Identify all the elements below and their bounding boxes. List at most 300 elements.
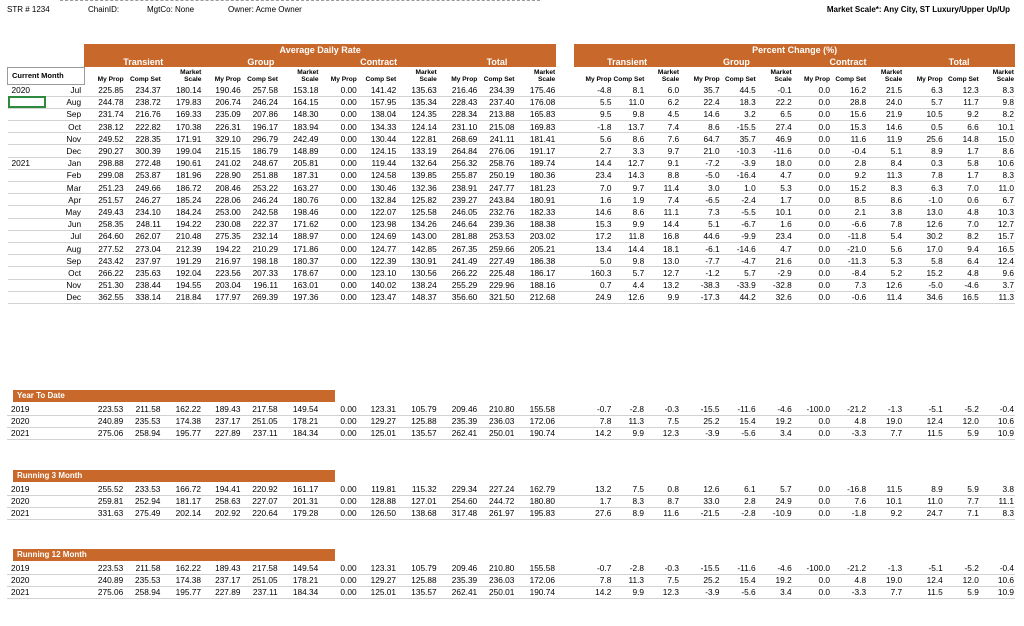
pct-cell[interactable]: 8.2: [980, 108, 1015, 120]
pct-cell[interactable]: 27.6: [574, 507, 612, 519]
pct-cell[interactable]: 5.8: [903, 255, 944, 267]
pct-cell[interactable]: 3.3: [613, 145, 646, 157]
pct-cell[interactable]: -1.3: [867, 403, 903, 415]
pct-cell[interactable]: -11.6: [721, 562, 757, 574]
pct-cell[interactable]: -5.6: [721, 586, 757, 598]
adr-cell[interactable]: 195.77: [161, 586, 202, 598]
pct-cell[interactable]: 7.6: [645, 133, 680, 145]
adr-cell[interactable]: 149.54: [279, 562, 320, 574]
adr-cell[interactable]: 250.19: [478, 169, 515, 181]
adr-cell[interactable]: 177.97: [202, 291, 241, 303]
adr-cell[interactable]: 149.54: [279, 403, 320, 415]
pct-cell[interactable]: -9.9: [721, 230, 757, 242]
pct-cell[interactable]: 21.0: [680, 145, 721, 157]
pct-cell[interactable]: 5.9: [944, 483, 980, 495]
adr-cell[interactable]: 138.04: [358, 108, 397, 120]
pct-cell[interactable]: 9.5: [574, 108, 612, 120]
pct-cell[interactable]: -6.5: [680, 194, 721, 206]
pct-cell[interactable]: -14.6: [721, 242, 757, 254]
adr-cell[interactable]: 0.00: [319, 562, 357, 574]
pct-cell[interactable]: 0.0: [793, 84, 831, 96]
adr-cell[interactable]: 186.79: [242, 145, 279, 157]
adr-cell[interactable]: 124.15: [358, 145, 397, 157]
pct-cell[interactable]: 8.7: [645, 495, 680, 507]
adr-cell[interactable]: 135.63: [397, 84, 438, 96]
adr-cell[interactable]: 223.53: [84, 403, 125, 415]
adr-cell[interactable]: 210.80: [478, 562, 515, 574]
adr-cell[interactable]: 134.26: [397, 218, 438, 230]
pct-cell[interactable]: 22.2: [757, 96, 793, 108]
pct-cell[interactable]: 12.3: [645, 586, 680, 598]
pct-cell[interactable]: 8.6: [613, 206, 646, 218]
adr-cell[interactable]: 0.00: [319, 427, 357, 439]
pct-cell[interactable]: 11.3: [612, 415, 645, 427]
adr-cell[interactable]: 210.29: [242, 242, 279, 254]
adr-cell[interactable]: 155.58: [515, 562, 556, 574]
adr-cell[interactable]: 321.50: [478, 291, 515, 303]
adr-cell[interactable]: 258.94: [124, 427, 161, 439]
pct-cell[interactable]: 12.7: [613, 157, 646, 169]
adr-cell[interactable]: 143.00: [397, 230, 438, 242]
adr-cell[interactable]: 162.22: [161, 562, 202, 574]
pct-cell[interactable]: 23.4: [574, 169, 612, 181]
adr-cell[interactable]: 228.06: [202, 194, 241, 206]
adr-cell[interactable]: 223.56: [202, 267, 241, 279]
pct-cell[interactable]: -5.2: [944, 403, 980, 415]
row-month[interactable]: Dec: [46, 145, 84, 157]
adr-cell[interactable]: 134.33: [358, 121, 397, 133]
adr-cell[interactable]: 162.22: [161, 403, 202, 415]
pct-cell[interactable]: 5.1: [680, 218, 721, 230]
adr-cell[interactable]: 123.10: [358, 267, 397, 279]
adr-cell[interactable]: 125.82: [397, 194, 438, 206]
pct-cell[interactable]: 0.0: [793, 96, 831, 108]
adr-cell[interactable]: 148.30: [279, 108, 320, 120]
adr-cell[interactable]: 0.00: [319, 415, 357, 427]
pct-cell[interactable]: 11.4: [645, 182, 680, 194]
row-month[interactable]: Aug: [46, 96, 84, 108]
pct-cell[interactable]: 10.9: [980, 586, 1015, 598]
adr-cell[interactable]: 196.17: [242, 121, 279, 133]
pct-cell[interactable]: 18.1: [645, 242, 680, 254]
pct-cell[interactable]: 6.0: [645, 84, 680, 96]
adr-cell[interactable]: 266.22: [438, 267, 479, 279]
adr-cell[interactable]: 249.52: [84, 133, 125, 145]
adr-cell[interactable]: 240.89: [84, 574, 125, 586]
adr-cell[interactable]: 227.89: [202, 586, 241, 598]
adr-cell[interactable]: 180.80: [515, 495, 556, 507]
adr-cell[interactable]: 258.94: [124, 586, 161, 598]
row-month[interactable]: Oct: [46, 267, 84, 279]
adr-cell[interactable]: 242.58: [242, 206, 279, 218]
adr-cell[interactable]: 238.12: [84, 121, 125, 133]
pct-cell[interactable]: 3.4: [757, 586, 793, 598]
adr-cell[interactable]: 176.08: [515, 96, 556, 108]
adr-cell[interactable]: 329.10: [202, 133, 241, 145]
adr-cell[interactable]: 290.27: [84, 145, 125, 157]
adr-cell[interactable]: 241.11: [478, 133, 515, 145]
adr-cell[interactable]: 142.85: [397, 242, 438, 254]
adr-cell[interactable]: 138.24: [397, 279, 438, 291]
adr-cell[interactable]: 277.52: [84, 242, 125, 254]
pct-cell[interactable]: 9.9: [645, 291, 680, 303]
adr-cell[interactable]: 212.39: [162, 242, 203, 254]
pct-cell[interactable]: 0.6: [944, 194, 980, 206]
adr-cell[interactable]: 0.00: [319, 483, 357, 495]
pct-cell[interactable]: 16.5: [980, 242, 1015, 254]
adr-cell[interactable]: 181.23: [515, 182, 556, 194]
row-month[interactable]: Apr: [46, 194, 84, 206]
pct-cell[interactable]: -0.7: [574, 403, 612, 415]
pct-cell[interactable]: 9.2: [831, 169, 867, 181]
pct-cell[interactable]: 28.8: [831, 96, 867, 108]
adr-cell[interactable]: 138.68: [397, 507, 438, 519]
adr-cell[interactable]: 0.00: [320, 242, 358, 254]
adr-cell[interactable]: 0.00: [320, 182, 358, 194]
pct-cell[interactable]: 25.2: [680, 574, 721, 586]
adr-cell[interactable]: 140.02: [358, 279, 397, 291]
pct-cell[interactable]: 160.3: [574, 267, 612, 279]
adr-cell[interactable]: 264.60: [84, 230, 125, 242]
pct-cell[interactable]: 9.8: [980, 96, 1015, 108]
pct-cell[interactable]: 15.6: [831, 108, 867, 120]
pct-cell[interactable]: 2.8: [721, 495, 757, 507]
pct-cell[interactable]: 6.3: [903, 182, 944, 194]
pct-cell[interactable]: 5.7: [721, 267, 757, 279]
adr-cell[interactable]: 227.07: [241, 495, 278, 507]
pct-cell[interactable]: 19.0: [867, 574, 903, 586]
pct-cell[interactable]: -11.3: [831, 255, 867, 267]
adr-cell[interactable]: 180.37: [279, 255, 320, 267]
adr-cell[interactable]: 362.55: [84, 291, 125, 303]
adr-cell[interactable]: 258.76: [478, 157, 515, 169]
adr-cell[interactable]: 275.06: [84, 427, 125, 439]
adr-cell[interactable]: 0.00: [320, 267, 358, 279]
pct-cell[interactable]: 0.0: [793, 507, 831, 519]
pct-cell[interactable]: -21.2: [831, 403, 867, 415]
adr-cell[interactable]: 132.64: [397, 157, 438, 169]
adr-cell[interactable]: 235.39: [438, 574, 479, 586]
adr-cell[interactable]: 215.08: [478, 121, 515, 133]
pct-cell[interactable]: 0.5: [903, 121, 944, 133]
adr-cell[interactable]: 251.30: [84, 279, 125, 291]
pct-cell[interactable]: 12.6: [613, 291, 646, 303]
pct-cell[interactable]: -1.3: [867, 562, 903, 574]
adr-cell[interactable]: 234.10: [125, 206, 162, 218]
pct-cell[interactable]: 8.8: [645, 169, 680, 181]
pct-cell[interactable]: 2.1: [831, 206, 867, 218]
adr-cell[interactable]: 273.04: [125, 242, 162, 254]
adr-cell[interactable]: 125.58: [397, 206, 438, 218]
pct-cell[interactable]: -1.8: [831, 507, 867, 519]
pct-cell[interactable]: 0.0: [793, 495, 831, 507]
pct-cell[interactable]: 14.6: [574, 206, 612, 218]
adr-cell[interactable]: 205.21: [515, 242, 556, 254]
adr-cell[interactable]: 239.36: [478, 218, 515, 230]
adr-cell[interactable]: 202.14: [161, 507, 202, 519]
adr-cell[interactable]: 258.35: [84, 218, 125, 230]
pct-cell[interactable]: 24.7: [903, 507, 944, 519]
pct-cell[interactable]: 12.6: [867, 279, 903, 291]
pct-cell[interactable]: -17.3: [680, 291, 721, 303]
adr-cell[interactable]: 172.06: [515, 574, 556, 586]
adr-cell[interactable]: 338.14: [125, 291, 162, 303]
adr-cell[interactable]: 231.10: [438, 121, 479, 133]
pct-cell[interactable]: 8.6: [613, 133, 646, 145]
adr-cell[interactable]: 228.34: [438, 108, 479, 120]
pct-cell[interactable]: 0.0: [793, 157, 831, 169]
adr-cell[interactable]: 163.01: [279, 279, 320, 291]
adr-cell[interactable]: 190.74: [515, 427, 556, 439]
pct-cell[interactable]: 1.7: [757, 194, 793, 206]
pct-cell[interactable]: 10.3: [980, 206, 1015, 218]
row-month[interactable]: Jan: [46, 157, 84, 169]
pct-cell[interactable]: -21.5: [680, 507, 721, 519]
adr-cell[interactable]: 226.31: [202, 121, 241, 133]
adr-cell[interactable]: 157.95: [358, 96, 397, 108]
pct-cell[interactable]: 0.0: [793, 574, 831, 586]
adr-cell[interactable]: 178.67: [279, 267, 320, 279]
adr-cell[interactable]: 243.42: [84, 255, 125, 267]
pct-cell[interactable]: 3.7: [980, 279, 1015, 291]
pct-cell[interactable]: 8.1: [613, 84, 646, 96]
pct-cell[interactable]: 12.6: [680, 483, 721, 495]
pct-cell[interactable]: 6.3: [903, 84, 944, 96]
pct-cell[interactable]: -4.8: [574, 84, 612, 96]
adr-cell[interactable]: 115.32: [397, 483, 438, 495]
pct-cell[interactable]: 0.0: [793, 145, 831, 157]
adr-cell[interactable]: 228.43: [438, 96, 479, 108]
adr-cell[interactable]: 0.00: [320, 218, 358, 230]
pct-cell[interactable]: -21.2: [831, 562, 867, 574]
pct-cell[interactable]: 6.1: [721, 483, 757, 495]
adr-cell[interactable]: 0.00: [320, 230, 358, 242]
pct-cell[interactable]: 5.7: [613, 267, 646, 279]
pct-cell[interactable]: 8.5: [831, 194, 867, 206]
adr-cell[interactable]: 127.01: [397, 495, 438, 507]
adr-cell[interactable]: 184.34: [279, 427, 320, 439]
adr-cell[interactable]: 185.24: [162, 194, 203, 206]
pct-cell[interactable]: -7.7: [680, 255, 721, 267]
adr-cell[interactable]: 237.11: [241, 586, 278, 598]
pct-cell[interactable]: 8.9: [903, 145, 944, 157]
pct-cell[interactable]: 17.0: [903, 242, 944, 254]
pct-cell[interactable]: 11.0: [613, 96, 646, 108]
pct-cell[interactable]: -6.1: [680, 242, 721, 254]
adr-cell[interactable]: 275.06: [84, 586, 125, 598]
pct-cell[interactable]: 5.2: [867, 267, 903, 279]
pct-cell[interactable]: 10.6: [980, 415, 1015, 427]
pct-cell[interactable]: 12.4: [903, 415, 944, 427]
pct-cell[interactable]: 0.0: [793, 133, 831, 145]
adr-cell[interactable]: 139.85: [397, 169, 438, 181]
pct-cell[interactable]: 14.4: [645, 218, 680, 230]
pct-cell[interactable]: -5.6: [721, 427, 757, 439]
adr-cell[interactable]: 244.72: [478, 495, 515, 507]
adr-cell[interactable]: 125.01: [358, 427, 397, 439]
adr-cell[interactable]: 259.81: [84, 495, 125, 507]
pct-cell[interactable]: -11.6: [757, 145, 793, 157]
pct-cell[interactable]: -6.6: [831, 218, 867, 230]
adr-cell[interactable]: 123.31: [358, 403, 397, 415]
pct-cell[interactable]: 18.3: [721, 96, 757, 108]
adr-cell[interactable]: 0.00: [320, 194, 358, 206]
pct-cell[interactable]: -15.5: [680, 562, 721, 574]
adr-cell[interactable]: 213.88: [478, 108, 515, 120]
adr-cell[interactable]: 253.00: [202, 206, 241, 218]
pct-cell[interactable]: 14.4: [613, 242, 646, 254]
pct-cell[interactable]: 1.7: [574, 495, 612, 507]
adr-cell[interactable]: 0.00: [320, 121, 358, 133]
pct-cell[interactable]: 5.6: [867, 242, 903, 254]
pct-cell[interactable]: -4.7: [721, 255, 757, 267]
pct-cell[interactable]: 7.0: [944, 182, 980, 194]
pct-cell[interactable]: -6.7: [721, 218, 757, 230]
pct-cell[interactable]: 16.2: [831, 84, 867, 96]
adr-cell[interactable]: 231.74: [84, 108, 125, 120]
adr-cell[interactable]: 300.39: [125, 145, 162, 157]
adr-cell[interactable]: 237.17: [202, 415, 241, 427]
pct-cell[interactable]: 33.0: [680, 495, 721, 507]
pct-cell[interactable]: 12.3: [645, 427, 680, 439]
adr-cell[interactable]: 215.15: [202, 145, 241, 157]
adr-cell[interactable]: 130.56: [397, 267, 438, 279]
pct-cell[interactable]: 9.2: [944, 108, 980, 120]
pct-cell[interactable]: 44.2: [721, 291, 757, 303]
pct-cell[interactable]: 12.7: [645, 267, 680, 279]
adr-cell[interactable]: 238.44: [125, 279, 162, 291]
pct-cell[interactable]: -8.4: [831, 267, 867, 279]
adr-cell[interactable]: 190.74: [515, 586, 556, 598]
pct-cell[interactable]: 3.0: [680, 182, 721, 194]
pct-cell[interactable]: 5.6: [574, 133, 612, 145]
pct-cell[interactable]: -11.6: [721, 403, 757, 415]
pct-cell[interactable]: 0.0: [793, 218, 831, 230]
pct-cell[interactable]: 7.8: [574, 574, 612, 586]
adr-cell[interactable]: 225.48: [478, 267, 515, 279]
pct-cell[interactable]: 13.2: [645, 279, 680, 291]
adr-cell[interactable]: 124.14: [397, 121, 438, 133]
adr-cell[interactable]: 183.94: [279, 121, 320, 133]
adr-cell[interactable]: 262.41: [438, 586, 479, 598]
adr-cell[interactable]: 0.00: [320, 108, 358, 120]
adr-cell[interactable]: 251.88: [242, 169, 279, 181]
adr-cell[interactable]: 124.35: [397, 108, 438, 120]
adr-cell[interactable]: 203.04: [202, 279, 241, 291]
pct-cell[interactable]: 15.4: [721, 574, 757, 586]
pct-cell[interactable]: -33.9: [721, 279, 757, 291]
adr-cell[interactable]: 211.58: [124, 403, 161, 415]
pct-cell[interactable]: -3.9: [680, 586, 721, 598]
pct-cell[interactable]: -21.0: [831, 242, 867, 254]
pct-cell[interactable]: -16.4: [721, 169, 757, 181]
adr-cell[interactable]: 276.06: [478, 145, 515, 157]
pct-cell[interactable]: 7.3: [680, 206, 721, 218]
pct-cell[interactable]: 21.5: [867, 84, 903, 96]
adr-cell[interactable]: 296.79: [242, 133, 279, 145]
pct-cell[interactable]: 5.5: [574, 96, 612, 108]
pct-cell[interactable]: 14.4: [574, 157, 612, 169]
adr-cell[interactable]: 220.92: [241, 483, 278, 495]
adr-cell[interactable]: 178.21: [279, 415, 320, 427]
pct-cell[interactable]: 5.7: [903, 96, 944, 108]
adr-cell[interactable]: 194.22: [162, 218, 203, 230]
pct-cell[interactable]: 34.6: [903, 291, 944, 303]
pct-cell[interactable]: 44.5: [721, 84, 757, 96]
adr-cell[interactable]: 259.66: [478, 242, 515, 254]
adr-cell[interactable]: 242.49: [279, 133, 320, 145]
row-month[interactable]: Mar: [46, 182, 84, 194]
row-month[interactable]: Aug: [46, 242, 84, 254]
row-month[interactable]: May: [46, 206, 84, 218]
pct-cell[interactable]: 15.7: [980, 230, 1015, 242]
adr-cell[interactable]: 194.41: [202, 483, 241, 495]
adr-cell[interactable]: 171.86: [279, 242, 320, 254]
adr-cell[interactable]: 248.11: [125, 218, 162, 230]
pct-cell[interactable]: 0.0: [793, 182, 831, 194]
row-month[interactable]: Jun: [46, 218, 84, 230]
adr-cell[interactable]: 123.31: [358, 562, 397, 574]
adr-cell[interactable]: 180.76: [279, 194, 320, 206]
pct-cell[interactable]: 0.0: [793, 108, 831, 120]
adr-cell[interactable]: 218.84: [162, 291, 203, 303]
pct-cell[interactable]: 4.8: [831, 415, 867, 427]
pct-cell[interactable]: 7.8: [574, 415, 612, 427]
adr-cell[interactable]: 0.00: [320, 279, 358, 291]
pct-cell[interactable]: 14.3: [613, 169, 646, 181]
adr-cell[interactable]: 253.22: [242, 182, 279, 194]
adr-cell[interactable]: 161.17: [279, 483, 320, 495]
adr-cell[interactable]: 207.86: [242, 108, 279, 120]
pct-cell[interactable]: -0.3: [645, 403, 680, 415]
pct-cell[interactable]: 19.2: [757, 415, 793, 427]
pct-cell[interactable]: 12.3: [944, 84, 980, 96]
pct-cell[interactable]: -11.8: [831, 230, 867, 242]
pct-cell[interactable]: -10.3: [721, 145, 757, 157]
pct-cell[interactable]: -32.8: [757, 279, 793, 291]
pct-cell[interactable]: 0.3: [903, 157, 944, 169]
pct-cell[interactable]: 25.6: [903, 133, 944, 145]
adr-cell[interactable]: 163.27: [279, 182, 320, 194]
adr-cell[interactable]: 255.52: [84, 483, 125, 495]
adr-cell[interactable]: 124.58: [358, 169, 397, 181]
pct-cell[interactable]: 27.4: [757, 121, 793, 133]
pct-cell[interactable]: 11.0: [980, 182, 1015, 194]
adr-cell[interactable]: 0.00: [320, 84, 358, 96]
adr-cell[interactable]: 250.01: [478, 586, 515, 598]
pct-cell[interactable]: 11.5: [903, 427, 944, 439]
adr-cell[interactable]: 0.00: [320, 169, 358, 181]
pct-cell[interactable]: 24.9: [757, 495, 793, 507]
adr-cell[interactable]: 186.38: [515, 255, 556, 267]
pct-cell[interactable]: 6.6: [944, 121, 980, 133]
pct-cell[interactable]: 11.1: [980, 495, 1015, 507]
adr-cell[interactable]: 195.77: [161, 427, 202, 439]
adr-cell[interactable]: 180.91: [515, 194, 556, 206]
adr-cell[interactable]: 175.46: [515, 84, 556, 96]
pct-cell[interactable]: 0.0: [793, 586, 831, 598]
pct-cell[interactable]: 9.1: [645, 157, 680, 169]
pct-cell[interactable]: 7.3: [831, 279, 867, 291]
pct-cell[interactable]: 7.0: [944, 218, 980, 230]
adr-cell[interactable]: 202.92: [202, 507, 241, 519]
adr-cell[interactable]: 241.02: [202, 157, 241, 169]
adr-cell[interactable]: 164.15: [279, 96, 320, 108]
pct-cell[interactable]: 3.8: [980, 483, 1015, 495]
adr-cell[interactable]: 105.79: [397, 403, 438, 415]
pct-cell[interactable]: 11.0: [903, 495, 944, 507]
pct-cell[interactable]: 1.6: [757, 218, 793, 230]
